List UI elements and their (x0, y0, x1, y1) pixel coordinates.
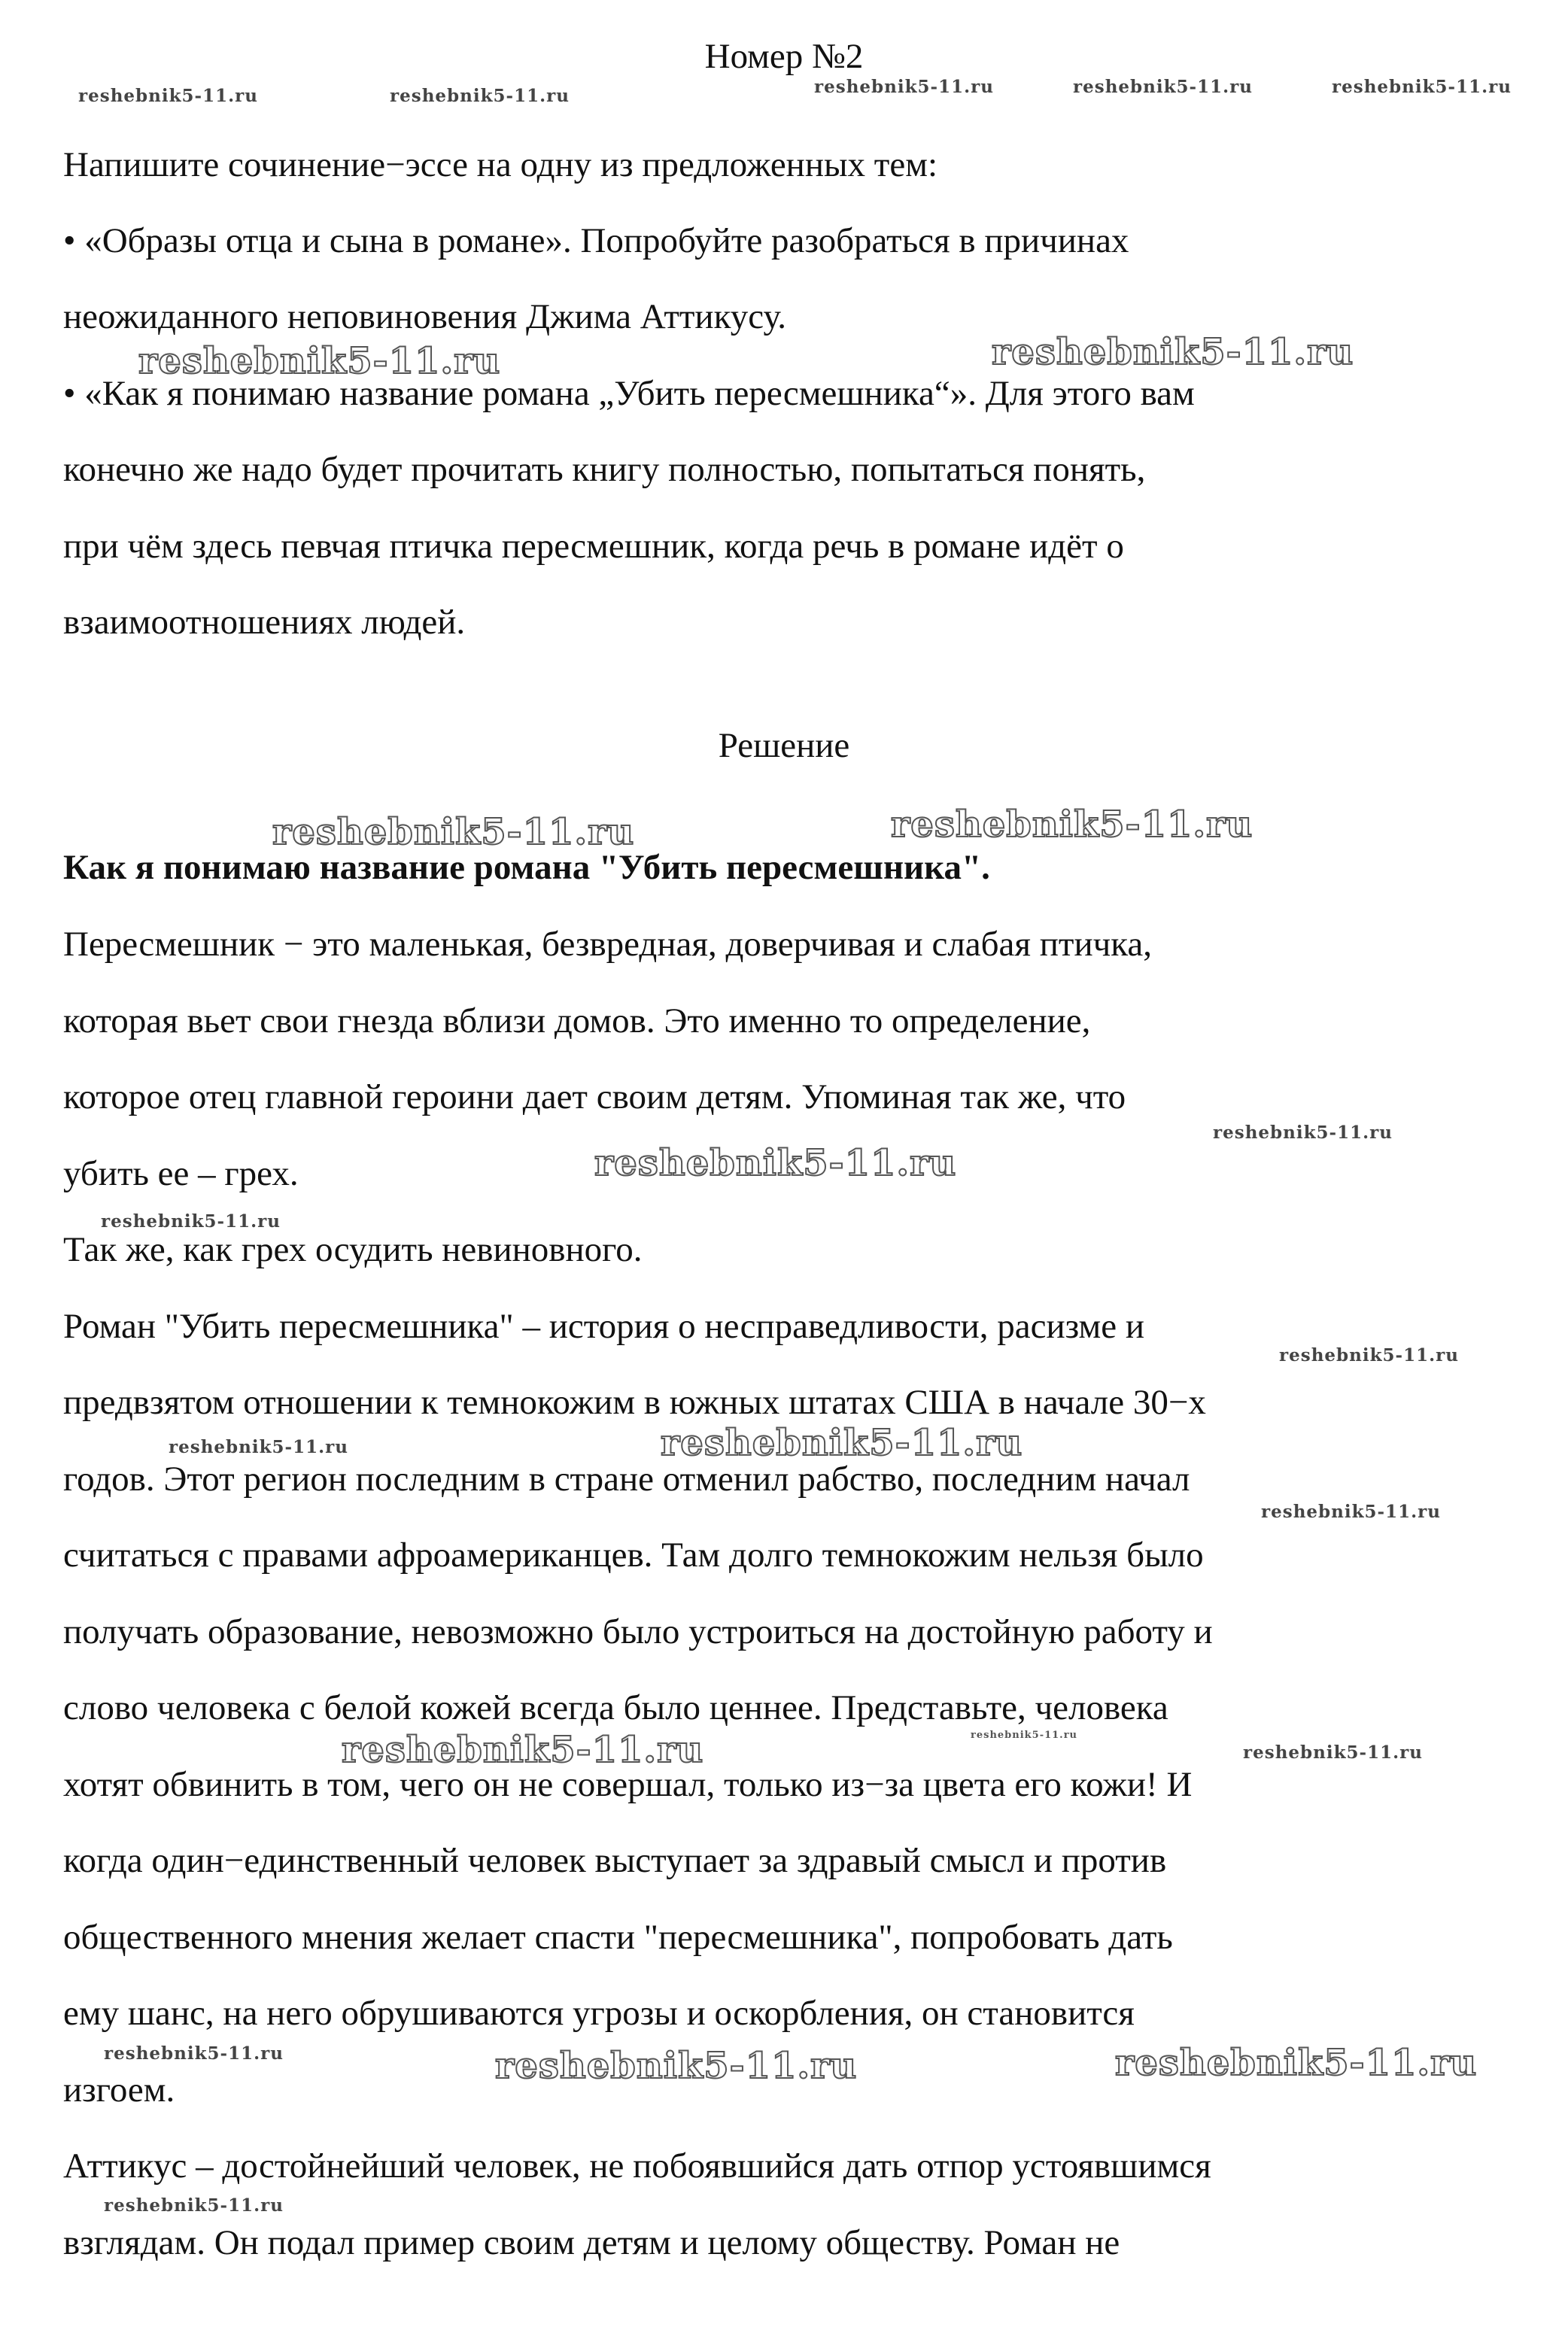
watermark: reshebnik5-11.ru (1279, 1345, 1459, 1365)
essay-line-5: Так же, как грех осудить невиновного. (63, 1230, 643, 1269)
watermark: reshebnik5-11.ru (971, 1730, 1078, 1741)
watermark: reshebnik5-11.ru (1213, 1122, 1393, 1143)
essay-line-11: слово человека с белой кожей всегда было ценнее. Представьте, человека (63, 1688, 1168, 1727)
watermark: reshebnik5-11.ru (272, 811, 635, 853)
watermark: reshebnik5-11.ru (104, 2043, 284, 2064)
task-line-2: • «Образы отца и сына в романе». Попробуйте разобраться в причинах (63, 221, 1129, 260)
watermark: reshebnik5-11.ru (495, 2045, 858, 2087)
task-line-3: неожиданного неповиновения Джима Аттикусу. (63, 297, 787, 336)
watermark: reshebnik5-11.ru (390, 86, 570, 106)
task-line-1: Напишите сочинение−эссе на одну из предложенных тем: (63, 145, 938, 184)
essay-line-18: взглядам. Он подал пример своим детям и целому обществу. Роман не (63, 2223, 1120, 2262)
essay-line-7: предвзятом отношении к темнокожим в южных штатах США в начале 30−х (63, 1383, 1206, 1422)
watermark: reshebnik5-11.ru (891, 804, 1253, 846)
essay-line-10: получать образование, невозможно было устроиться на достойную работу и (63, 1612, 1213, 1651)
watermark: reshebnik5-11.ru (101, 1211, 281, 1232)
watermark: reshebnik5-11.ru (342, 1729, 704, 1771)
watermark: reshebnik5-11.ru (78, 86, 258, 106)
watermark: reshebnik5-11.ru (992, 331, 1354, 373)
task-line-5: конечно же надо будет прочитать книгу полностью, попытаться понять, (63, 450, 1146, 489)
essay-line-17: Аттикус – достойнейший человек, не побоявшийся дать отпор устоявшимся (63, 2146, 1211, 2186)
task-line-6: при чём здесь певчая птичка пересмешник, когда речь в романе идёт о (63, 527, 1124, 566)
watermark: reshebnik5-11.ru (104, 2195, 284, 2216)
watermark: reshebnik5-11.ru (169, 1437, 348, 1457)
essay-line-2: которая вьет свои гнезда вблизи домов. Это именно то определение, (63, 1001, 1091, 1040)
essay-line-6: Роман "Убить пересмешника" – история о несправедливости, расизме и (63, 1307, 1145, 1346)
essay-line-1: Пересмешник − это маленькая, безвредная, доверчивая и слабая птичка, (63, 925, 1152, 964)
essay-line-3: которое отец главной героини дает своим детям. Упоминая так же, что (63, 1077, 1126, 1116)
watermark: reshebnik5-11.ru (661, 1422, 1023, 1464)
essay-line-13: когда один−единственный человек выступает за здравый смысл и против (63, 1841, 1167, 1880)
page-title: Номер №2 (704, 37, 864, 76)
essay-line-4: убить ее – грех. (63, 1154, 299, 1193)
essay-title: Как я понимаю название романа "Убить пересмешника". (63, 848, 990, 887)
watermark: reshebnik5-11.ru (814, 77, 994, 97)
solution-heading: Решение (718, 726, 850, 765)
essay-line-16: изгоем. (63, 2070, 175, 2110)
essay-line-8: годов. Этот регион последним в стране отменил рабство, последним начал (63, 1460, 1190, 1499)
essay-line-9: считаться с правами афроамериканцев. Там долго темнокожим нельзя было (63, 1536, 1204, 1575)
watermark: reshebnik5-11.ru (1243, 1742, 1423, 1763)
essay-line-14: общественного мнения желает спасти "пересмешника", попробовать дать (63, 1918, 1173, 1957)
task-line-4: • «Как я понимаю название романа „Убить пересмешника“». Для этого вам (63, 374, 1195, 413)
watermark: reshebnik5-11.ru (1073, 77, 1253, 97)
essay-line-12: хотят обвинить в том, чего он не совершал, только из−за цвета его кожи! И (63, 1765, 1193, 1804)
watermark: reshebnik5-11.ru (138, 340, 501, 382)
watermark: reshebnik5-11.ru (1332, 77, 1512, 97)
watermark: reshebnik5-11.ru (594, 1142, 957, 1184)
watermark: reshebnik5-11.ru (1261, 1502, 1441, 1522)
watermark: reshebnik5-11.ru (1115, 2042, 1478, 2084)
essay-line-15: ему шанс, на него обрушиваются угрозы и оскорбления, он становится (63, 1994, 1135, 2033)
task-line-7: взаимоотношениях людей. (63, 603, 466, 642)
